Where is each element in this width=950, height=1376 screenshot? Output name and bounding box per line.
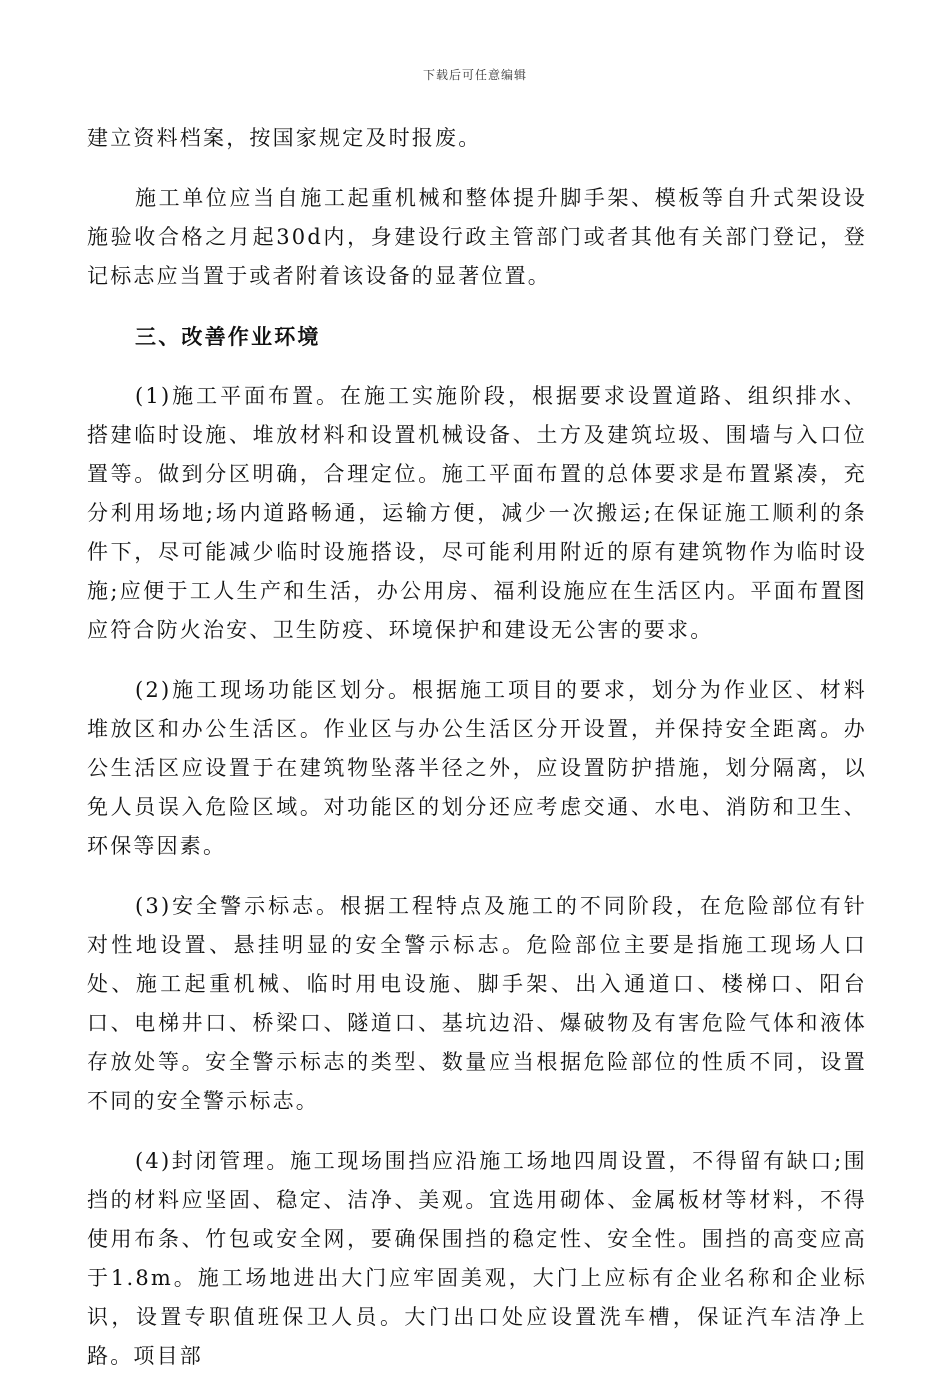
paragraph-site-layout: (1)施工平面布置。在施工实施阶段，根据要求设置道路、组织排水、搭建临时设施、堆放材料和设置机械设备、土方及建筑垃圾、围墙与入口位置等。做到分区明确，合理定位。施工平面布置的总体要求是布置紧凑，充分利用场地;场内道路畅通，运输方便，减少一次搬运;在保证施工顺利的条件下，尽可能减少临时设施搭设，尽可能利用附近的原有建筑物作为临时设施;应便于工人生产和生活，办公用房、福利设施应在生活区内。平面布置图应符合防火治安、卫生防疫、环境保护和建设无公害的要求。 (87, 384, 867, 642)
paragraph-archive: 建立资料档案，按国家规定及时报废。 (87, 126, 482, 150)
paragraph-safety-signs: (3)安全警示标志。根据工程特点及施工的不同阶段，在危险部位有针对性地设置、悬挂明显的安全警示标志。危险部位主要是指施工现场人口处、施工起重机械、临时用电设施、脚手架、出入通道口、楼梯口、阳台口、电梯井口、桥梁口、隧道口、基坑边沿、爆破物及有害危险气体和液体存放处等。安全警示标志的类型、数量应当根据危险部位的性质不同，设置不同的安全警示标志。 (87, 894, 867, 1113)
paragraph-enclosure-management: (4)封闭管理。施工现场围挡应沿施工场地四周设置，不得留有缺口;围挡的材料应坚固、稳定、洁净、美观。宜选用砌体、金属板材等材料，不得使用布条、竹包或安全网，要确保围挡的稳定性、安全性。围挡的高变应高于1.8m。施工场地进出大门应牢固美观，大门上应标有企业名称和企业标识，设置专职值班保卫人员。大门出口处应设置洗车槽，保证汽车洁净上路。项目部 (87, 1149, 867, 1368)
paragraph-functional-zones: (2)施工现场功能区划分。根据施工项目的要求，划分为作业区、材料堆放区和办公生活区。作业区与办公生活区分开设置，并保持安全距离。办公生活区应设置于在建筑物坠落半径之外，应设置防护措施，划分隔离，以免人员误入危险区域。对功能区的划分还应考虑交通、水电、消防和卫生、环保等因素。 (87, 678, 867, 858)
paragraph-registration: 施工单位应当自施工起重机械和整体提升脚手架、模板等自升式架设设施验收合格之月起30d内，身建设行政主管部门或者其他有关部门登记，登记标志应当置于或者附着该设备的显著位置。 (87, 186, 867, 288)
section-heading: 三、改善作业环境 (135, 324, 321, 349)
document-body (87, 119, 867, 1376)
page-header-note: 下载后可任意编辑 (422, 68, 527, 82)
